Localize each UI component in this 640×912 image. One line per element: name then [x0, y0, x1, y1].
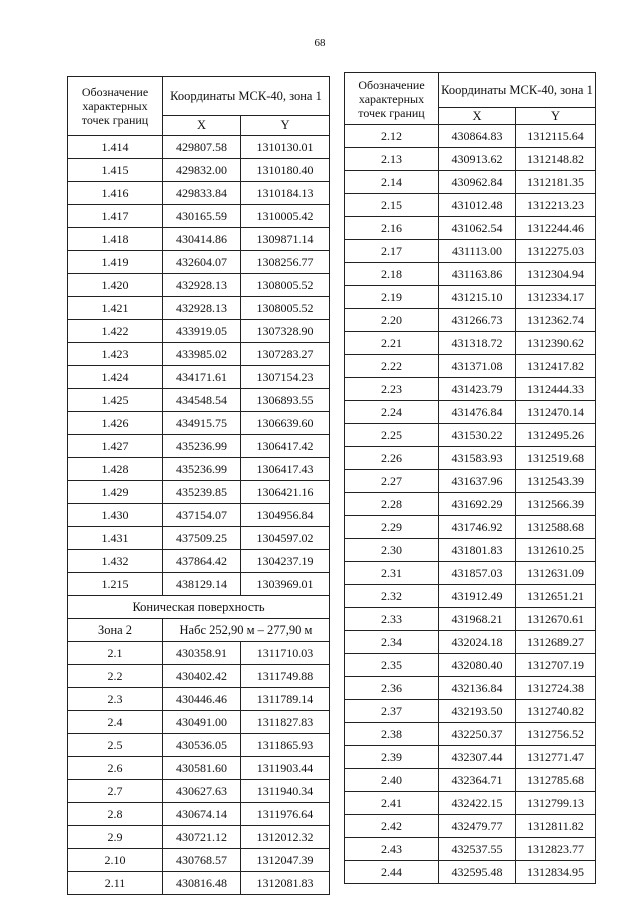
point-id: 2.19	[345, 286, 439, 309]
table-row	[345, 286, 596, 309]
table-row	[345, 309, 596, 332]
point-id: 2.43	[345, 838, 439, 861]
table-row	[345, 585, 596, 608]
point-id: 2.16	[345, 217, 439, 240]
coord-x: 431371.08	[439, 355, 516, 378]
coord-x: 430962.84	[439, 171, 516, 194]
coord-y: 1312707.19	[516, 654, 596, 677]
coord-x: 435236.99	[163, 435, 241, 458]
header-x: X	[439, 108, 516, 125]
coord-x: 430864.83	[439, 125, 516, 148]
point-id: 2.20	[345, 309, 439, 332]
table-row	[68, 780, 330, 803]
coord-x: 431692.29	[439, 493, 516, 516]
table-row	[345, 746, 596, 769]
table-row	[345, 723, 596, 746]
coord-x: 430768.57	[163, 849, 241, 872]
table-row	[345, 424, 596, 447]
coord-y: 1312588.68	[516, 516, 596, 539]
coord-y: 1312811.82	[516, 815, 596, 838]
table-row	[68, 849, 330, 872]
coord-x: 430491.00	[163, 711, 241, 734]
coord-x: 432080.40	[439, 654, 516, 677]
coord-x: 433919.05	[163, 320, 241, 343]
point-id: 1.422	[68, 320, 163, 343]
point-id: 2.17	[345, 240, 439, 263]
table-row	[345, 539, 596, 562]
table-row	[68, 642, 330, 665]
table-row	[68, 412, 330, 435]
coord-y: 1312543.39	[516, 470, 596, 493]
table-row	[68, 228, 330, 251]
coord-x: 430816.48	[163, 872, 241, 895]
coord-y: 1312566.39	[516, 493, 596, 516]
coord-x: 430358.91	[163, 642, 241, 665]
header-designation: Обозначение характерных точек границ	[68, 77, 163, 136]
coord-x: 430627.63	[163, 780, 241, 803]
point-id: 2.6	[68, 757, 163, 780]
table-row	[68, 573, 330, 596]
point-id: 2.3	[68, 688, 163, 711]
table-row	[345, 631, 596, 654]
table-row	[68, 688, 330, 711]
coord-y: 1306417.42	[241, 435, 330, 458]
table-row	[68, 826, 330, 849]
coord-y: 1310005.42	[241, 205, 330, 228]
point-id: 2.1	[68, 642, 163, 665]
coord-y: 1311903.44	[241, 757, 330, 780]
point-id: 2.26	[345, 447, 439, 470]
point-id: 2.10	[68, 849, 163, 872]
point-id: 2.29	[345, 516, 439, 539]
header-y: Y	[241, 116, 330, 136]
coord-x: 431215.10	[439, 286, 516, 309]
table-row	[345, 815, 596, 838]
table-row	[345, 838, 596, 861]
coord-y: 1312470.14	[516, 401, 596, 424]
coord-x: 431062.54	[439, 217, 516, 240]
point-id: 2.15	[345, 194, 439, 217]
point-id: 2.9	[68, 826, 163, 849]
point-id: 1.417	[68, 205, 163, 228]
coord-x: 432479.77	[439, 815, 516, 838]
section-title: Коническая поверхность	[68, 596, 330, 619]
coord-x: 433985.02	[163, 343, 241, 366]
coord-x: 430581.60	[163, 757, 241, 780]
table-row	[68, 389, 330, 412]
coord-y: 1312047.39	[241, 849, 330, 872]
coord-y: 1311865.93	[241, 734, 330, 757]
point-id: 1.431	[68, 527, 163, 550]
coord-y: 1312651.21	[516, 585, 596, 608]
table-row	[345, 217, 596, 240]
point-id: 1.420	[68, 274, 163, 297]
coord-y: 1311827.83	[241, 711, 330, 734]
coord-y: 1312012.32	[241, 826, 330, 849]
header-x: X	[163, 116, 241, 136]
point-id: 1.430	[68, 504, 163, 527]
point-id: 1.425	[68, 389, 163, 412]
point-id: 1.428	[68, 458, 163, 481]
coord-y: 1304597.02	[241, 527, 330, 550]
table-row	[68, 159, 330, 182]
table-row	[68, 205, 330, 228]
point-id: 1.427	[68, 435, 163, 458]
point-id: 2.13	[345, 148, 439, 171]
point-id: 2.18	[345, 263, 439, 286]
coord-y: 1304956.84	[241, 504, 330, 527]
point-id: 1.426	[68, 412, 163, 435]
coord-x: 429807.58	[163, 136, 241, 159]
table-row	[68, 481, 330, 504]
coord-y: 1312213.23	[516, 194, 596, 217]
coord-y: 1312362.74	[516, 309, 596, 332]
table-row	[68, 366, 330, 389]
coord-x: 435236.99	[163, 458, 241, 481]
zone-label: Зона 2	[68, 619, 163, 642]
coord-x: 437154.07	[163, 504, 241, 527]
table-row	[68, 458, 330, 481]
coord-x: 430446.46	[163, 688, 241, 711]
coord-y: 1312785.68	[516, 769, 596, 792]
table-row	[68, 136, 330, 159]
coord-y: 1307154.23	[241, 366, 330, 389]
page-number: 68	[314, 37, 326, 49]
table-row	[345, 470, 596, 493]
coord-x: 431113.00	[439, 240, 516, 263]
coord-x: 432537.55	[439, 838, 516, 861]
coordinates-table-right	[344, 72, 596, 884]
coord-x: 432136.84	[439, 677, 516, 700]
table-row	[68, 274, 330, 297]
coord-x: 432422.15	[439, 792, 516, 815]
table-row	[345, 378, 596, 401]
coord-x: 432595.48	[439, 861, 516, 884]
point-id: 2.33	[345, 608, 439, 631]
table-row	[345, 493, 596, 516]
point-id: 2.38	[345, 723, 439, 746]
coord-x: 432307.44	[439, 746, 516, 769]
coord-x: 429832.00	[163, 159, 241, 182]
point-id: 1.215	[68, 573, 163, 596]
coord-y: 1312670.61	[516, 608, 596, 631]
point-id: 2.14	[345, 171, 439, 194]
point-id: 1.418	[68, 228, 163, 251]
coord-y: 1312823.77	[516, 838, 596, 861]
coord-x: 430721.12	[163, 826, 241, 849]
coord-x: 430165.59	[163, 205, 241, 228]
point-id: 2.4	[68, 711, 163, 734]
coord-x: 430414.86	[163, 228, 241, 251]
point-id: 2.5	[68, 734, 163, 757]
header-coordinates: Координаты МСК-40, зона 1	[163, 77, 330, 116]
table-row	[345, 401, 596, 424]
coord-x: 437509.25	[163, 527, 241, 550]
point-id: 2.22	[345, 355, 439, 378]
coord-y: 1306893.55	[241, 389, 330, 412]
table-row	[345, 792, 596, 815]
coord-y: 1308005.52	[241, 274, 330, 297]
coordinates-table-left	[67, 76, 330, 895]
table-row	[345, 125, 596, 148]
table-row	[68, 182, 330, 205]
coord-x: 431163.86	[439, 263, 516, 286]
point-id: 2.21	[345, 332, 439, 355]
table-row	[68, 711, 330, 734]
coord-y: 1312304.94	[516, 263, 596, 286]
point-id: 1.419	[68, 251, 163, 274]
coord-x: 431318.72	[439, 332, 516, 355]
coord-x: 434915.75	[163, 412, 241, 435]
coord-x: 434171.61	[163, 366, 241, 389]
coord-x: 431746.92	[439, 516, 516, 539]
coord-x: 430674.14	[163, 803, 241, 826]
point-id: 2.44	[345, 861, 439, 884]
coord-x: 432364.71	[439, 769, 516, 792]
table-row	[345, 171, 596, 194]
coord-y: 1312390.62	[516, 332, 596, 355]
coord-x: 434548.54	[163, 389, 241, 412]
point-id: 2.7	[68, 780, 163, 803]
point-id: 2.37	[345, 700, 439, 723]
point-id: 2.24	[345, 401, 439, 424]
coord-x: 431637.96	[439, 470, 516, 493]
table-row	[68, 527, 330, 550]
point-id: 2.42	[345, 815, 439, 838]
coord-x: 432928.13	[163, 274, 241, 297]
point-id: 2.23	[345, 378, 439, 401]
coord-y: 1312275.03	[516, 240, 596, 263]
table-row	[345, 516, 596, 539]
zone-height-range: Набс 252,90 м – 277,90 м	[163, 619, 330, 642]
coord-y: 1312334.17	[516, 286, 596, 309]
coord-y: 1307283.27	[241, 343, 330, 366]
table-row	[345, 861, 596, 884]
point-id: 2.35	[345, 654, 439, 677]
point-id: 2.28	[345, 493, 439, 516]
table-row	[68, 343, 330, 366]
coord-y: 1308005.52	[241, 297, 330, 320]
table-row	[345, 769, 596, 792]
coord-y: 1307328.90	[241, 320, 330, 343]
point-id: 2.27	[345, 470, 439, 493]
table-row	[68, 504, 330, 527]
coord-y: 1312771.47	[516, 746, 596, 769]
coord-y: 1306417.43	[241, 458, 330, 481]
table-row	[345, 447, 596, 470]
point-id: 2.31	[345, 562, 439, 585]
coord-y: 1310130.01	[241, 136, 330, 159]
table-row	[68, 297, 330, 320]
point-id: 1.414	[68, 136, 163, 159]
coord-y: 1312519.68	[516, 447, 596, 470]
coord-y: 1303969.01	[241, 573, 330, 596]
coord-x: 431583.93	[439, 447, 516, 470]
table-row	[68, 320, 330, 343]
coord-y: 1312799.13	[516, 792, 596, 815]
coord-y: 1310180.40	[241, 159, 330, 182]
table-row	[68, 757, 330, 780]
table-row	[345, 654, 596, 677]
table-row	[68, 803, 330, 826]
coord-y: 1309871.14	[241, 228, 330, 251]
coord-y: 1312181.35	[516, 171, 596, 194]
table-row	[345, 263, 596, 286]
table-row	[68, 665, 330, 688]
coord-y: 1306639.60	[241, 412, 330, 435]
coord-y: 1312610.25	[516, 539, 596, 562]
table-row	[345, 332, 596, 355]
header-coordinates: Координаты МСК-40, зона 1	[439, 73, 596, 108]
point-id: 2.8	[68, 803, 163, 826]
coord-y: 1312444.33	[516, 378, 596, 401]
point-id: 1.429	[68, 481, 163, 504]
point-id: 2.11	[68, 872, 163, 895]
coord-x: 431476.84	[439, 401, 516, 424]
point-id: 1.416	[68, 182, 163, 205]
coord-x: 432250.37	[439, 723, 516, 746]
coord-x: 432604.07	[163, 251, 241, 274]
point-id: 1.432	[68, 550, 163, 573]
point-id: 1.415	[68, 159, 163, 182]
coord-y: 1311710.03	[241, 642, 330, 665]
coord-y: 1312417.82	[516, 355, 596, 378]
coord-y: 1312115.64	[516, 125, 596, 148]
coord-x: 432024.18	[439, 631, 516, 654]
coord-x: 429833.84	[163, 182, 241, 205]
coord-y: 1311749.88	[241, 665, 330, 688]
coord-y: 1312081.83	[241, 872, 330, 895]
point-id: 2.32	[345, 585, 439, 608]
coord-x: 432928.13	[163, 297, 241, 320]
coord-y: 1311789.14	[241, 688, 330, 711]
table-row	[345, 700, 596, 723]
coord-y: 1308256.77	[241, 251, 330, 274]
coord-x: 435239.85	[163, 481, 241, 504]
coord-y: 1306421.16	[241, 481, 330, 504]
coord-x: 431968.21	[439, 608, 516, 631]
coord-x: 432193.50	[439, 700, 516, 723]
table-row	[68, 734, 330, 757]
coord-y: 1312834.95	[516, 861, 596, 884]
point-id: 2.2	[68, 665, 163, 688]
point-id: 1.421	[68, 297, 163, 320]
table-row	[68, 251, 330, 274]
point-id: 2.25	[345, 424, 439, 447]
coord-x: 431857.03	[439, 562, 516, 585]
coord-y: 1304237.19	[241, 550, 330, 573]
point-id: 2.41	[345, 792, 439, 815]
coord-x: 431266.73	[439, 309, 516, 332]
coord-y: 1311976.64	[241, 803, 330, 826]
point-id: 1.423	[68, 343, 163, 366]
point-id: 2.30	[345, 539, 439, 562]
coord-x: 430402.42	[163, 665, 241, 688]
table-row	[68, 550, 330, 573]
coord-y: 1312244.46	[516, 217, 596, 240]
coord-x: 437864.42	[163, 550, 241, 573]
point-id: 2.12	[345, 125, 439, 148]
point-id: 2.36	[345, 677, 439, 700]
coord-y: 1312689.27	[516, 631, 596, 654]
coord-y: 1312756.52	[516, 723, 596, 746]
coord-y: 1312148.82	[516, 148, 596, 171]
coord-y: 1312631.09	[516, 562, 596, 585]
coord-x: 431423.79	[439, 378, 516, 401]
coord-x: 431912.49	[439, 585, 516, 608]
coord-y: 1311940.34	[241, 780, 330, 803]
coord-x: 431801.83	[439, 539, 516, 562]
table-row	[345, 194, 596, 217]
table-row	[345, 148, 596, 171]
coord-x: 430913.62	[439, 148, 516, 171]
coord-x: 430536.05	[163, 734, 241, 757]
coord-x: 431012.48	[439, 194, 516, 217]
header-designation: Обозначение характерных точек границ	[345, 73, 439, 125]
table-row	[345, 608, 596, 631]
table-row	[345, 240, 596, 263]
table-row	[68, 435, 330, 458]
coord-y: 1312495.26	[516, 424, 596, 447]
table-row	[68, 872, 330, 895]
coord-y: 1312740.82	[516, 700, 596, 723]
header-y: Y	[516, 108, 596, 125]
table-row	[345, 677, 596, 700]
coord-y: 1312724.38	[516, 677, 596, 700]
coord-x: 438129.14	[163, 573, 241, 596]
table-row	[345, 355, 596, 378]
coord-x: 431530.22	[439, 424, 516, 447]
point-id: 2.40	[345, 769, 439, 792]
point-id: 1.424	[68, 366, 163, 389]
table-row	[345, 562, 596, 585]
point-id: 2.34	[345, 631, 439, 654]
point-id: 2.39	[345, 746, 439, 769]
coord-y: 1310184.13	[241, 182, 330, 205]
